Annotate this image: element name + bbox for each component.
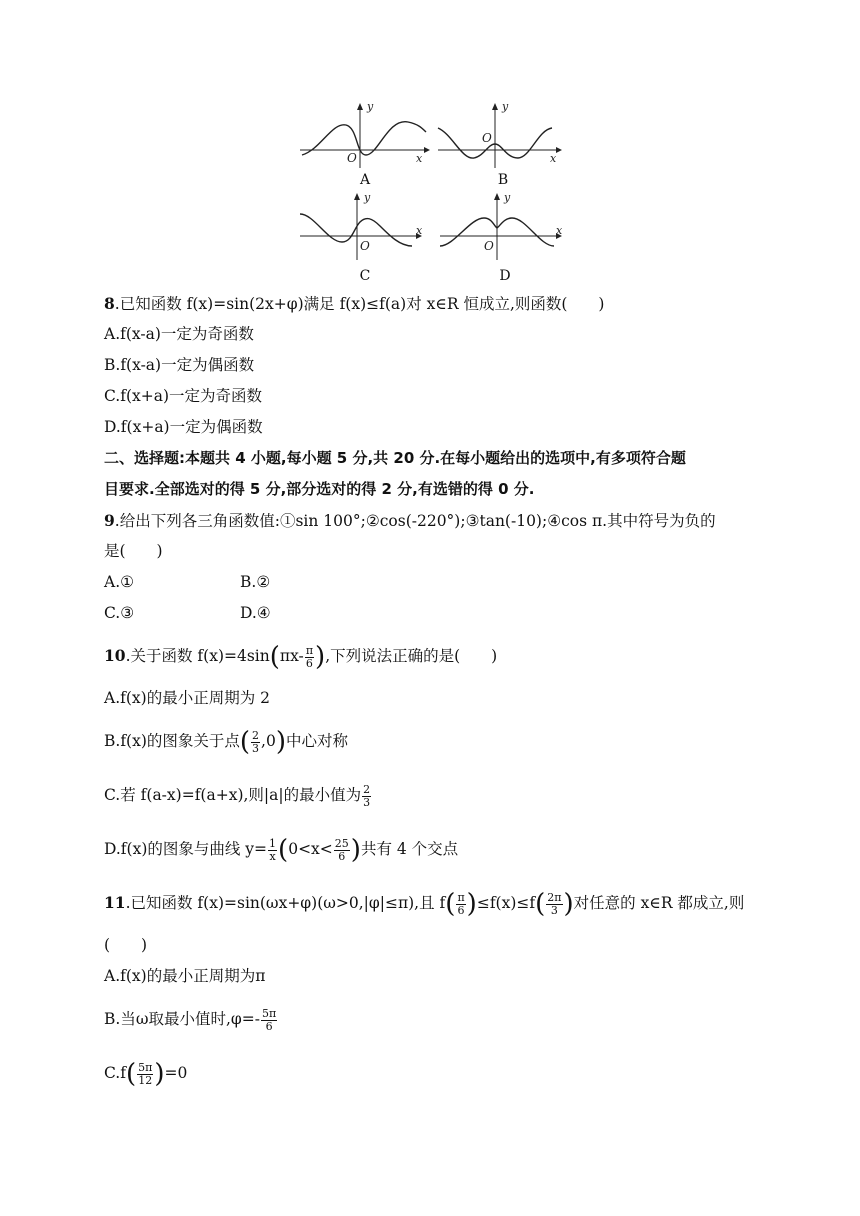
fraction: $\frac{2}{3}$ [363,782,371,809]
question-text-cont: ,下列说法正确的是( ) [325,647,498,665]
question-text: .给出下列各三角函数值:①sin 100°;②cos(-220°);③tan(-10);④cos π.其中符号为负的 [114,512,716,530]
fraction: $\frac{25}{6}$ [334,836,349,863]
question-11-stem: 11.已知函数 f(x)=sin(ωx+φ)(ω>0,|φ|≤π),且 f( $\frac{\pi}{6}$ )≤f(x)≤f( $\frac{2\pi}{3}$ )对任意的 x∈R 都成立,则 [104,889,745,919]
option-d: D.f(x)的图象与曲线 y= $\frac{1}{x}$ (0<x< $\frac{25}{6}$ )共有 4 个交点 [104,835,459,865]
fraction: $\frac{2}{3}$ [252,728,260,755]
origin-label: O [482,131,492,145]
graph-c-plot [300,192,430,262]
y-axis-label: y [502,100,509,113]
fraction: $\frac{1}{x}$ [269,836,277,863]
option-c: C.若 f(a-x)=f(a+x),则|a|的最小值为 $\frac{2}{3}$ [104,782,371,809]
graph-b-plot [438,100,568,170]
question-number: 9 [104,511,115,530]
graph-a-plot [300,100,430,170]
question-9-options-row2 [104,598,764,629]
option-a: A.f(x)的最小正周期为π [104,967,266,985]
fraction: $\frac{2\pi}{3}$ [547,890,562,917]
option-a: A.f(x)的最小正周期为 2 [104,689,270,707]
x-axis-label: x [416,224,423,237]
x-axis-label: x [550,152,557,165]
question-number: 11 [104,893,126,912]
section-heading-line2: 目要求.全部选对的得 5 分,部分选对的得 2 分,有选错的得 0 分. [104,480,535,498]
question-list [104,288,764,1100]
y-axis-label: y [504,191,511,204]
graph-a-label: A [359,172,371,188]
option-a: A.① [104,573,135,591]
origin-label: O [360,239,370,253]
x-axis-label: x [416,152,423,165]
question-number: 10 [104,646,126,665]
question-text: .已知函数 f(x)=sin(2x+φ)满足 f(x)≤f(a)对 x∈R 恒成立,则函数( ) [114,295,605,313]
graph-a [300,100,430,190]
question-9-stem-cont: 是( ) [104,542,163,560]
graph-d-plot [440,192,570,262]
fraction: $\frac{\pi}{6}$ [305,643,314,670]
graph-options [295,100,570,286]
question-9-options-row1 [104,567,764,598]
question-number: 8 [104,294,115,313]
graph-c [300,192,430,282]
fraction: $\frac{5\pi}{12}$ [138,1060,153,1087]
x-axis-label: x [556,224,563,237]
graph-b [438,100,568,190]
y-axis-label: y [367,100,374,113]
question-11-stem-cont: ( ) [104,936,148,954]
option-d: D.④ [240,604,271,622]
option-b: B.f(x-a)一定为偶函数 [104,356,255,374]
question-9-stem [104,505,764,536]
option-d: D.f(x+a)一定为偶函数 [104,418,263,436]
fraction: $\frac{\pi}{6}$ [457,890,465,917]
question-8-stem [104,288,764,319]
question-10-stem: 10.关于函数 f(x)=4sin(πx- $\frac{\pi}{6}$ ),下列说法正确的是( ) [104,642,498,672]
option-b: B.② [240,573,271,591]
question-text: .关于函数 f(x)=4sin [125,647,270,665]
option-a: A.f(x-a)一定为奇函数 [104,325,254,343]
option-c: C.f(x+a)一定为奇函数 [104,387,263,405]
option-b: B.f(x)的图象关于点( $\frac{2}{3}$ ,0)中心对称 [104,727,349,757]
math-expression: πx- [279,647,304,665]
option-c: C.f( $\frac{5\pi}{12}$ )=0 [104,1059,188,1089]
option-c: C.③ [104,604,135,622]
graph-d [440,192,570,282]
section-heading-line1: 二、选择题:本题共 4 小题,每小题 5 分,共 20 分.在每小题给出的选项中,有多项符合题 [104,449,686,467]
y-axis-label: y [364,191,371,204]
graph-c-label: C [359,268,371,284]
fraction: $\frac{5\pi}{6}$ [261,1006,277,1033]
graph-d-label: D [499,268,511,284]
graph-b-label: B [497,172,509,188]
origin-label: O [347,151,357,165]
option-b: B.当ω取最小值时,φ=- $\frac{5\pi}{6}$ [104,1006,277,1033]
origin-label: O [484,239,494,253]
